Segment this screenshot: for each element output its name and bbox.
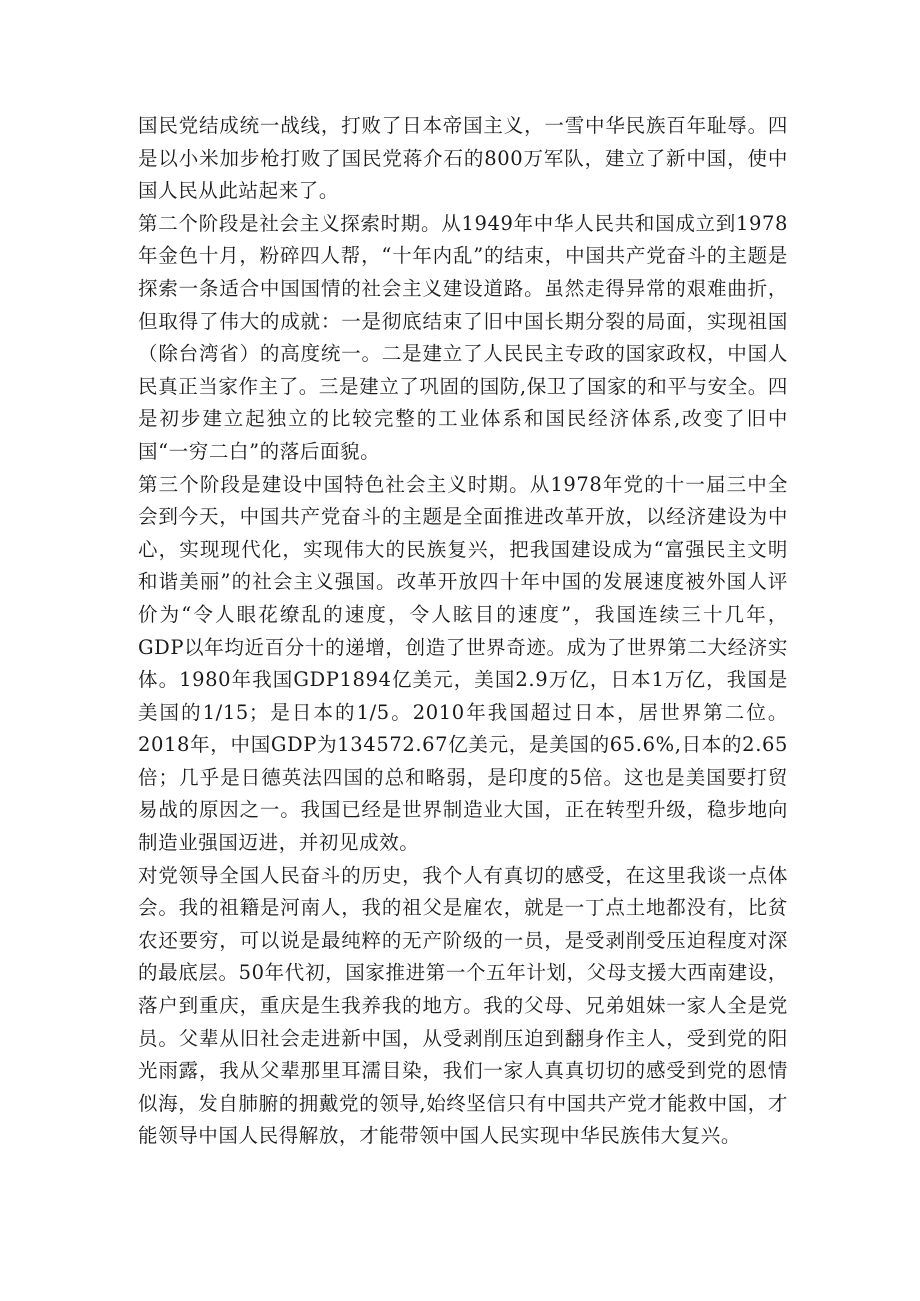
paragraph-third-stage: 第三个阶段是建设中国特色社会主义时期。从1978年党的十一届三中全会到今天，中国共产党奋斗的主题是全面推进改革开放，以经济建设为中心，实现现代化，实现伟大的民族复兴，把我国建设成为“富强民主文明和谐美丽”的社会主义强国。改革开放四十年中国的发展速度被外国人评价为“令人眼花缭乱的速度，令人眩目的速度”，我国连续三十几年，GDP以年均近百分十的递增，创造了世界奇迹。成为了世界第二大经济实体。1980年我国GDP1894亿美元，美国2.9万亿，日本1万亿，我国是美国的1/15；是日本的1/5。2010年我国超过日本，居世界第二位。2018年，中国GDP为134572.67亿美元，是美国的65.6%,日本的2.65倍；几乎是日德英法四国的总和略弱，是印度的5倍。这也是美国要打贸易战的原因之一。我国已经是世界制造业大国，正在转型升级，稳步地向制造业强国迈进，并初见成效。 [138,472,788,855]
paragraph-personal-experience: 对党领导全国人民奋斗的历史，我个人有真切的感受，在这里我谈一点体会。我的祖籍是河南人，我的祖父是雇农，就是一丁点土地都没有，比贫农还要穷，可以说是最纯粹的无产阶级的一员，是受剥削受压迫程度对深的最底层。50年代初，国家推进第一个五年计划，父母支援大西南建设，落户到重庆，重庆是生我养我的地方。我的父母、兄弟姐妹一家人全是党员。父辈从旧社会走进新中国，从受剥削压迫到翻身作主人，受到党的阳光雨露，我从父辈那里耳濡目染，我们一家人真真切切的感受到党的恩情似海，发自肺腑的拥戴党的领导,始终坚信只有中国共产党才能救中国，才能领导中国人民得解放，才能带领中国人民实现中华民族伟大复兴。 [138,863,788,1148]
document-body [138,110,788,1153]
paragraph-continuation: 国民党结成统一战线，打败了日本帝国主义，一雪中华民族百年耻辱。四是以小米加步枪打败了国民党蒋介石的800万军队，建立了新中国，使中国人民从此站起来了。 [138,114,788,203]
paragraph-second-stage: 第二个阶段是社会主义探索时期。从1949年中华人民共和国成立到1978年金色十月，粉碎四人帮，“十年内乱”的结束，中国共产党奋斗的主题是探索一条适合中国国情的社会主义建设道路。虽然走得异常的艰难曲折，但取得了伟大的成就：一是彻底结束了旧中国长期分裂的局面，实现祖国（除台湾省）的高度统一。二是建立了人民民主专政的国家政权，中国人民真正当家作主了。三是建立了巩固的国防,保卫了国家的和平与安全。四是初步建立起独立的比较完整的工业体系和国民经济体系,改变了旧中国“一穷二白”的落后面貌。 [138,211,788,463]
